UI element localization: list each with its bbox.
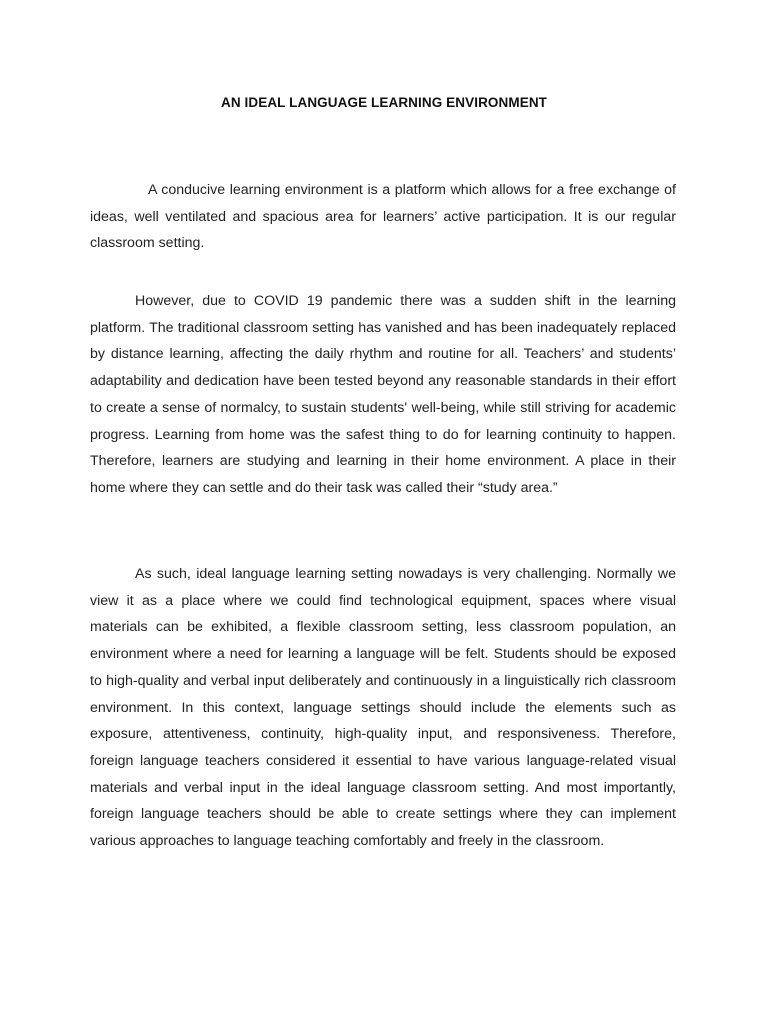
paragraph-ideal-setting: As such, ideal language learning setting nowadays is very challenging. Normally we view it as a place where we could find technological equipment, spaces where visual materials can be exhibited, a flexible classroom setting, less classroom population, an environment where a need for learning a language will be felt. Students should be exposed to high-quality and verbal input deliberately and continuously in a linguistically rich classroom environment. In this context, language settings should include the elements such as exposure, attentiveness, continuity, high-quality input, and responsiveness. Therefore, foreign language teachers considered it essential to have various language-related visual materials and verbal input in the ideal language classroom setting. And most importantly, foreign language teachers should be able to create settings where they can implement various approaches to language teaching comfortably and freely in the classroom. (90, 566, 676, 850)
paragraph-covid-shift: However, due to COVID 19 pandemic there was a sudden shift in the learning platform. The traditional classroom setting has vanished and has been inadequately replaced by distance learning, affecting the daily rhythm and routine for all. Teachers’ and students’ adaptability and dedication have been tested beyond any reasonable standards in their effort to create a sense of normalcy, to sustain students' well-being, while still striving for academic progress. Learning from home was the safest thing to do for learning continuity to happen. Therefore, learners are studying and learning in their home environment. A place in their home where they can settle and do their task was called their “study area.” (90, 293, 676, 496)
paragraph-intro: A conducive learning environment is a platform which allows for a free exchange of ideas, well ventilated and spacious area for learners’ active participation. It is our regular classroom setting. (90, 182, 676, 252)
document-title: AN IDEAL LANGUAGE LEARNING ENVIRONMENT (220, 95, 548, 110)
